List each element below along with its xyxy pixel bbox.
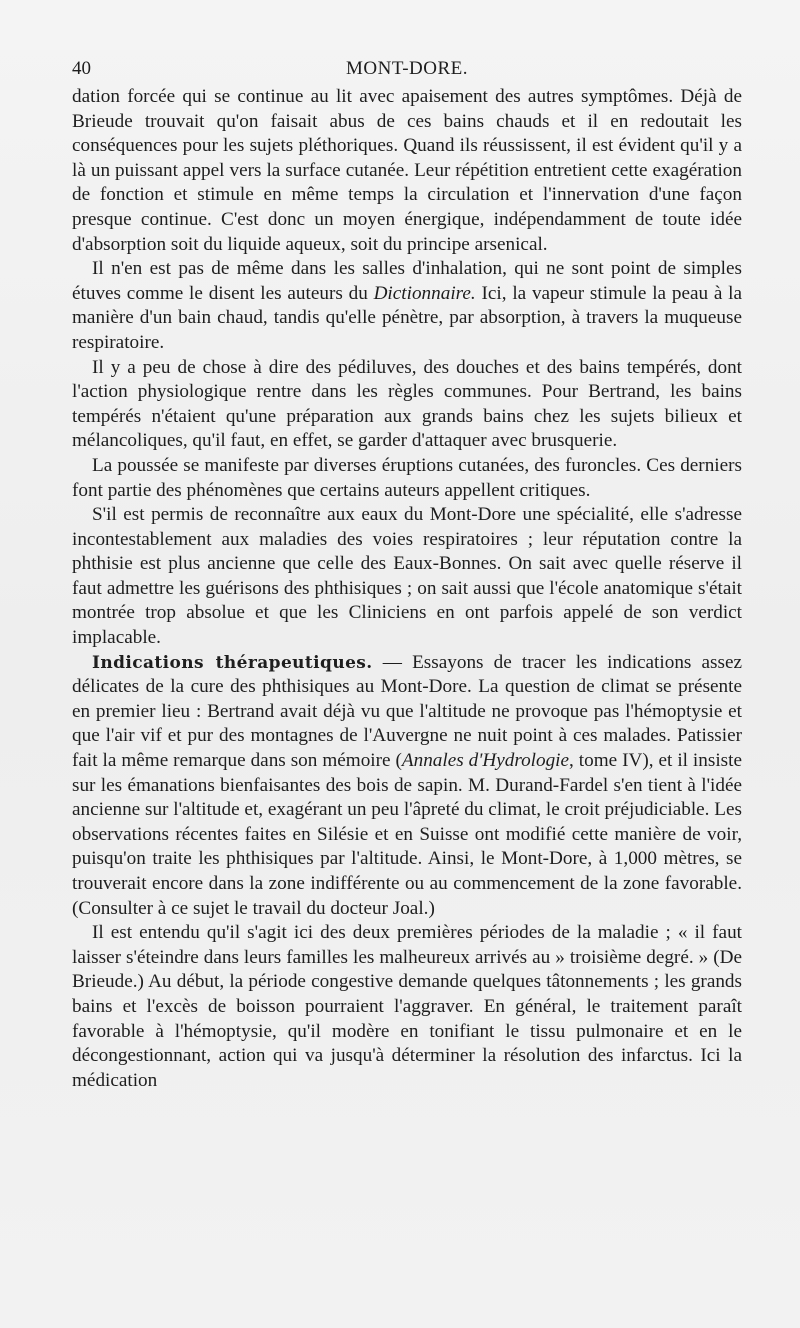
annales-title: Annales d'Hydrologie — [401, 750, 570, 772]
paragraph-6-text-b: , tome IV), et il insiste sur les émanations bienfaisantes des bois de sapin. M. Durand-Fardel s'en tient à l'idée ancienne sur l'altitude et, exagérant un peu l'âpreté du climat, le croit préjudiciable. Les observations récentes faites en Silésie et en Suisse ont modifié cette manière de voir, puisqu'on traite les phthisiques par l'altitude. Ainsi, le Mont-Dore, à 1,000 mètres, se trouverait encore dans la zone indifférente ou au commencement de la zone favorable. (Consulter à ce sujet le travail du docteur Joal.) — [72, 750, 742, 919]
dictionnaire-title: Dictionnaire. — [373, 282, 476, 304]
running-title: MONT-DORE. — [346, 58, 468, 79]
paragraph-4: La poussée se manifeste par diverses éruptions cutanées, des furoncles. Ces derniers font partie des phénomènes que certains auteurs appellent critiques. — [72, 454, 742, 501]
paragraph-7: Il est entendu qu'il s'agit ici des deux premières périodes de la maladie ; « il faut laisser s'éteindre dans leurs familles les malheureux arrivés au » troisième degré. » (De Brieude.) Au début, la période congestive demande quelques tâtonnements ; les grands bains et l'excès de boisson pourraient l'aggraver. En général, le traitement paraît favorable à l'hémoptysie, qu'il modère en tonifiant le tissu pulmonaire et en le décongestionnant, action qui va jusqu'à déterminer la résolution des infarctus. Ici la médication — [72, 922, 742, 1091]
paragraph-6 — [72, 651, 742, 922]
page-number: 40 — [72, 58, 91, 79]
section-heading: Indications thérapeutiques. — [92, 652, 373, 673]
paragraph-2-text-a: Il n'en est pas de même dans les salles d'inhalation, qui ne sont point de simples étuves comme le disent les auteurs du — [72, 258, 742, 304]
body-text — [72, 85, 742, 1093]
paragraph-3: Il y a peu de chose à dire des pédiluves, des douches et des bains tempérés, dont l'action physiologique rentre dans les règles communes. Pour Bertrand, les bains tempérés n'étaient qu'une préparation aux grands bains chez les sujets bilieux et mélancoliques, qu'il faut, en effet, se garder d'attaquer avec brusquerie. — [72, 356, 742, 452]
paragraph-1: dation forcée qui se continue au lit avec apaisement des autres symptômes. Déjà de Brieude trouvait qu'on faisait abus de ces bains chauds et il en redoutait les conséquences pour les sujets pléthoriques. Quand ils réussissent, il est évident qu'il y a là un puissant appel vers la surface cutanée. Leur répétition entretient cette exagération de fonction et stimule en même temps la circulation et l'innervation d'une façon presque continue. C'est donc un moyen énergique, indépendamment de toute idée d'absorption soit du liquide aqueux, soit du principe arsenical. — [72, 86, 742, 255]
paragraph-6-text-a: — Essayons de tracer les indications assez délicates de la cure des phthisiques au Mont-Dore. La question de climat se présente en premier lieu : Bertrand avait déjà vu que l'altitude ne provoque pas l'hémoptysie et que l'air vif et pur des montagnes de l'Auvergne ne nuit point à ces malades. Patissier fait la même remarque dans son mémoire ( — [72, 651, 743, 772]
paragraph-2 — [72, 257, 742, 355]
paragraph-5: S'il est permis de reconnaître aux eaux du Mont-Dore une spécialité, elle s'adresse incontestablement aux maladies des voies respiratoires ; leur réputation contre la phthisie est plus ancienne que celle des Eaux-Bonnes. On sait avec quelle réserve il faut admettre les guérisons des phthisiques ; on sait aussi que l'école anatomique s'était montrée trop absolue et que les Cliniciens en ont parfois appelé de son verdict implacable. — [72, 504, 742, 649]
paragraph-2-text-b: Ici, la vapeur stimule la peau à la manière d'un bain chaud, tandis qu'elle pénètre, par absorption, à travers la muqueuse respiratoire. — [72, 282, 742, 353]
page-header — [72, 54, 742, 84]
